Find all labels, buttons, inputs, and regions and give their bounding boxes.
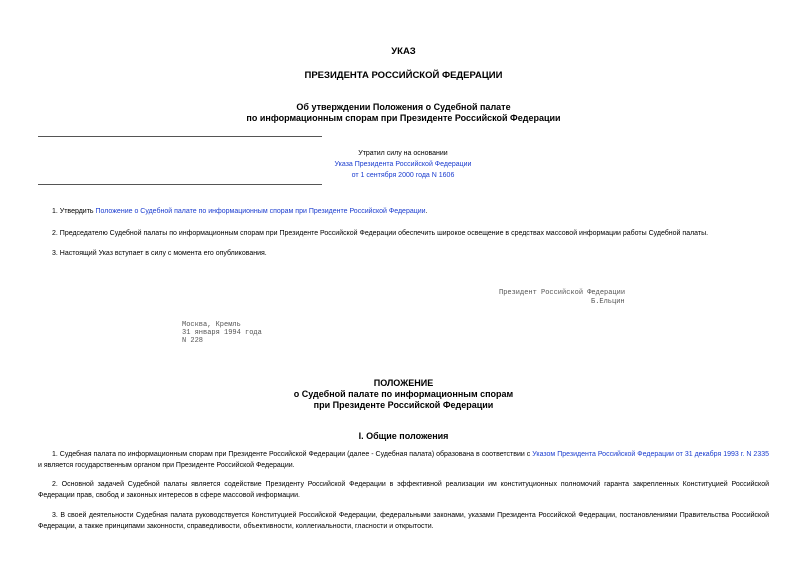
signature-name: Б.Ельцин — [591, 298, 625, 306]
item-1-suffix: . — [425, 208, 428, 215]
decree-2335-link[interactable]: Указом Президента Российской Федерации от 31 декабря 1993 г. N 2335 — [532, 451, 769, 458]
signature-position: Президент Российской Федерации — [499, 289, 626, 297]
regulation-title: ПОЛОЖЕНИЕ — [373, 378, 434, 388]
paragraph-1-text: 1. Судебная палата по информационным спорам при Президенте Российской Федерации (далее - Судебная палата) образована в соответствии с — [52, 451, 533, 458]
item-2: 2. Председателю Судебной палаты по информационным спорам при Президенте Российской Федерации обеспечить широкое освещение в средствах массовой информации работы Судебной палаты. — [52, 230, 709, 237]
paragraph-1-suffix: и является государственным органом при Президенте Российской Федерации. — [38, 461, 295, 469]
item-1 — [52, 206, 772, 217]
regulation-paragraph-1 — [38, 450, 769, 471]
status-line: Утратил силу на основании — [358, 150, 448, 157]
regulation-title-line2: о Судебной палате по информационным спорам — [293, 389, 514, 399]
regulation-title-line3: при Президенте Российской Федерации — [313, 400, 494, 410]
place-city: Москва, Кремль — [182, 321, 241, 329]
repeal-link-line2[interactable]: от 1 сентября 2000 года N 1606 — [351, 172, 455, 179]
divider-top — [38, 136, 322, 137]
doc-title-line2: по информационным спорам при Президенте Российской Федерации — [246, 113, 561, 123]
decree-heading: УКАЗ — [391, 46, 416, 57]
section-heading: I. Общие положения — [358, 431, 449, 441]
regulation-paragraph-3: 3. В своей деятельности Судебная палата руководствуется Конституцией Российской Федерации, федеральными законами, указами Президента Российской Федерации, постановлениями Правительства Российской Федерации, а также принципами законности, справедливости, объективности, коллегиальности, гласности и открытости. — [38, 512, 769, 530]
place-date: 31 января 1994 года — [182, 329, 262, 337]
decree-subheading: ПРЕЗИДЕНТА РОССИЙСКОЙ ФЕДЕРАЦИИ — [304, 70, 503, 81]
regulation-paragraph-2: 2. Основной задачей Судебной палаты является содействие Президенту Российской Федерации в эффективной реализации им конституционных полномочий гаранта закрепленных Конституцией Российской Федерации прав, свобод и законных интересов в сфере массовой информации. — [38, 481, 769, 499]
status-note — [321, 148, 485, 181]
doc-title-line1: Об утверждении Положения о Судебной палате — [296, 102, 511, 112]
item-3: 3. Настоящий Указ вступает в силу с момента его опубликования. — [52, 250, 267, 257]
place-number: N 228 — [182, 337, 204, 345]
divider-bottom — [38, 184, 322, 185]
item-1-text: 1. Утвердить — [52, 208, 96, 215]
repeal-link-line1[interactable]: Указа Президента Российской Федерации — [334, 161, 472, 168]
regulation-link[interactable]: Положение о Судебной палате по информационным спорам при Президенте Российской Федерации — [95, 208, 426, 215]
